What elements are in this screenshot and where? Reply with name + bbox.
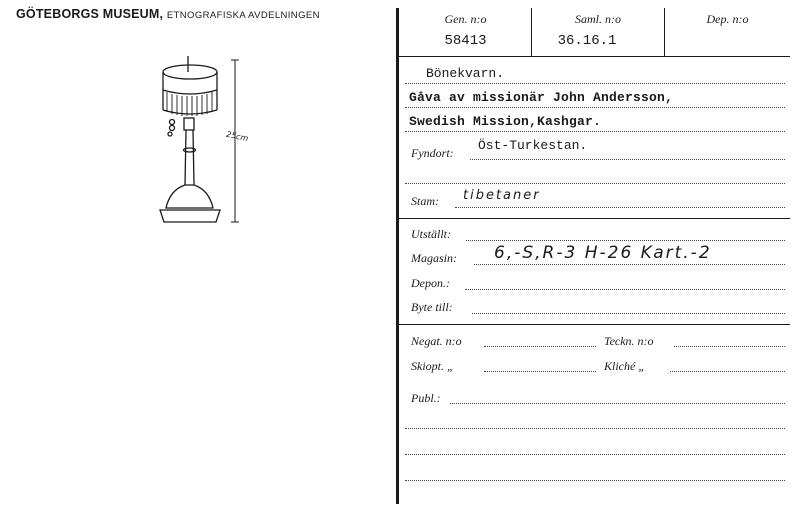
scale-label: 25cm (225, 129, 250, 144)
skiopt-label: Skiopt. „ (411, 359, 454, 373)
department-name: ETNOGRAFISKA AVDELNINGEN (166, 10, 320, 21)
depon-label: Depon.: (411, 276, 450, 290)
utstallt-label: Utställt: (411, 227, 452, 241)
magasin-value: 6,-S,R-3 H-26 Kart.-2 (494, 243, 712, 263)
gen-label: Gen. n:o (444, 12, 487, 26)
teckn-label: Teckn. n:o (604, 334, 654, 348)
fyndort-label: Fyndort: (411, 146, 454, 160)
object-mission: Swedish Mission,Kashgar. (409, 114, 602, 129)
fyndort-value: Öst-Turkestan. (478, 138, 588, 153)
object-drawing (150, 50, 270, 230)
stam-value: tibetaner (463, 188, 541, 203)
museum-heading (16, 7, 320, 21)
negat-label: Negat. n:o (411, 334, 462, 348)
magasin-label: Magasin: (411, 251, 457, 265)
museum-name: GÖTEBORGS MUSEUM, (16, 7, 164, 21)
byte-label: Byte till: (411, 300, 453, 314)
object-name: Bönekvarn. (426, 66, 505, 81)
card-left-border (396, 8, 399, 504)
saml-label: Saml. n:o (575, 12, 621, 26)
saml-value: 36.16.1 (557, 33, 617, 49)
object-donor: Gåva av missionär John Andersson, (409, 90, 674, 105)
dep-label: Dep. n:o (706, 12, 749, 26)
gen-value: 58413 (444, 33, 487, 49)
publ-label: Publ.: (411, 391, 441, 405)
stam-label: Stam: (411, 194, 439, 208)
kliche-label: Kliché „ (604, 359, 645, 373)
